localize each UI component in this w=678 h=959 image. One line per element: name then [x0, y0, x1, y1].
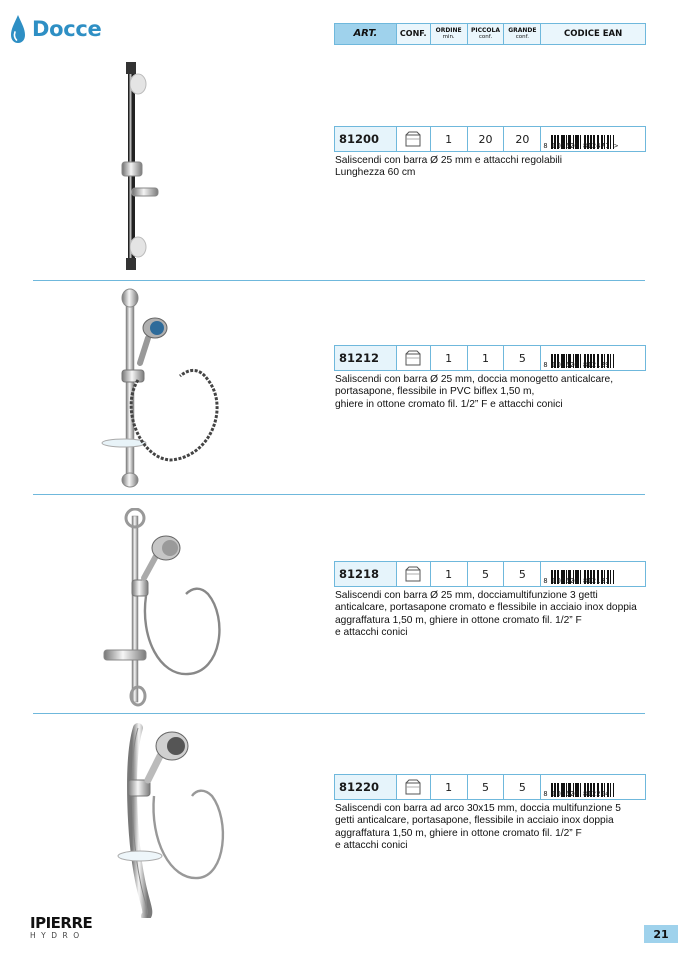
ean-cell	[541, 562, 645, 586]
col-header-art: ART.	[335, 24, 397, 44]
brand-logo	[30, 914, 92, 940]
product-code: 81220	[335, 775, 397, 799]
brand-name: IPIERRE	[30, 914, 93, 932]
grande-conf-cell: 5	[504, 346, 541, 370]
description-line: getti anticalcare, portasapone, flessibile in acciaio inox doppia	[335, 815, 614, 827]
description-line: aggraffatura 1,50 m, ghiere in ottone cromato fil. 1/2” F	[335, 827, 582, 839]
description-line: Saliscendi con barra Ø 25 mm, doccia monogetto anticalcare,	[335, 374, 614, 385]
row-divider	[33, 713, 645, 714]
page-title	[10, 14, 102, 44]
ean-cell	[541, 346, 645, 370]
description-line: Saliscendi con barra Ø 25 mm, docciamultifunzione 3 getti	[335, 590, 598, 601]
barcode-bar	[613, 783, 614, 797]
page-number: 21	[644, 925, 678, 943]
product-code: 81212	[335, 346, 397, 370]
barcode-bar	[613, 570, 614, 584]
description-line: Saliscendi con barra Ø 25 mm e attacchi regolabili	[335, 155, 563, 166]
description-line: e attacchi conici	[335, 627, 408, 639]
description-line: aggraffatura 1,50 m, ghiere in ottone cromato fil. 1/2” F	[335, 614, 582, 626]
ean-cell	[541, 127, 645, 151]
description-line: e attacchi conici	[335, 840, 408, 852]
product-description	[335, 803, 647, 853]
description-line: ghiere in ottone cromato fil. 1/2” F e attacchi conici	[335, 398, 563, 410]
product-description	[335, 590, 647, 640]
ean-cell	[541, 775, 645, 799]
product-description	[335, 155, 647, 180]
product-code: 81200	[335, 127, 397, 151]
conf-cell	[397, 775, 431, 799]
barcode	[543, 564, 614, 584]
row-divider	[33, 280, 645, 281]
description-line: anticalcare, portasapone cromato e flessibile in acciaio inox doppia	[335, 602, 637, 614]
barcode-bar	[613, 354, 614, 368]
ean-digits: 8 008520 812129	[543, 361, 610, 369]
product-image-81220	[110, 720, 234, 918]
box-icon	[405, 566, 421, 582]
ordine-min-cell: 1	[431, 346, 468, 370]
column-header-table	[334, 23, 646, 45]
piccola-conf-cell: 1	[468, 346, 505, 370]
piccola-conf-cell: 5	[468, 775, 505, 799]
col-header-ordine: ORDINE min.	[431, 24, 468, 44]
conf-cell	[397, 562, 431, 586]
product-spec-table-81220	[334, 774, 646, 800]
col-header-grande: GRANDE conf.	[504, 24, 541, 44]
product-spec-table-81212	[334, 345, 646, 371]
box-icon	[405, 350, 421, 366]
ean-digits: 8 008520 812471 >	[543, 142, 619, 150]
ean-digits: 8 008520 812181	[543, 577, 610, 585]
ean-digits: 8 008520 812204	[543, 790, 610, 798]
brand-subtitle: HYDRO	[30, 931, 85, 940]
section-title: Docce	[32, 17, 102, 41]
product-code: 81218	[335, 562, 397, 586]
description-line: Lunghezza 60 cm	[335, 167, 416, 179]
row-divider	[33, 494, 645, 495]
box-icon	[405, 779, 421, 795]
col-header-conf: CONF.	[397, 24, 431, 44]
description-line: portasapone, flessibile in PVC biflex 1,50 m,	[335, 386, 535, 398]
ordine-min-cell: 1	[431, 775, 468, 799]
product-spec-table-81200	[334, 126, 646, 152]
description-line: Saliscendi con barra ad arco 30x15 mm, doccia multifunzione 5	[335, 803, 621, 814]
box-icon	[405, 131, 421, 147]
barcode	[543, 777, 614, 797]
grande-conf-cell: 20	[504, 127, 541, 151]
grande-conf-cell: 5	[504, 775, 541, 799]
product-description	[335, 374, 647, 411]
grande-conf-cell: 5	[504, 562, 541, 586]
col-header-ean: CODICE EAN	[541, 24, 645, 44]
col-header-piccola: PICCOLA conf.	[468, 24, 505, 44]
piccola-conf-cell: 5	[468, 562, 505, 586]
product-spec-table-81218	[334, 561, 646, 587]
ordine-min-cell: 1	[431, 127, 468, 151]
conf-cell	[397, 346, 431, 370]
ordine-min-cell: 1	[431, 562, 468, 586]
piccola-conf-cell: 20	[468, 127, 505, 151]
water-drop-icon	[10, 14, 26, 44]
conf-cell	[397, 127, 431, 151]
product-image-81218	[100, 508, 232, 708]
product-image-81212	[100, 288, 232, 488]
barcode	[543, 129, 619, 150]
barcode	[543, 348, 614, 368]
product-image-81200	[110, 62, 160, 272]
